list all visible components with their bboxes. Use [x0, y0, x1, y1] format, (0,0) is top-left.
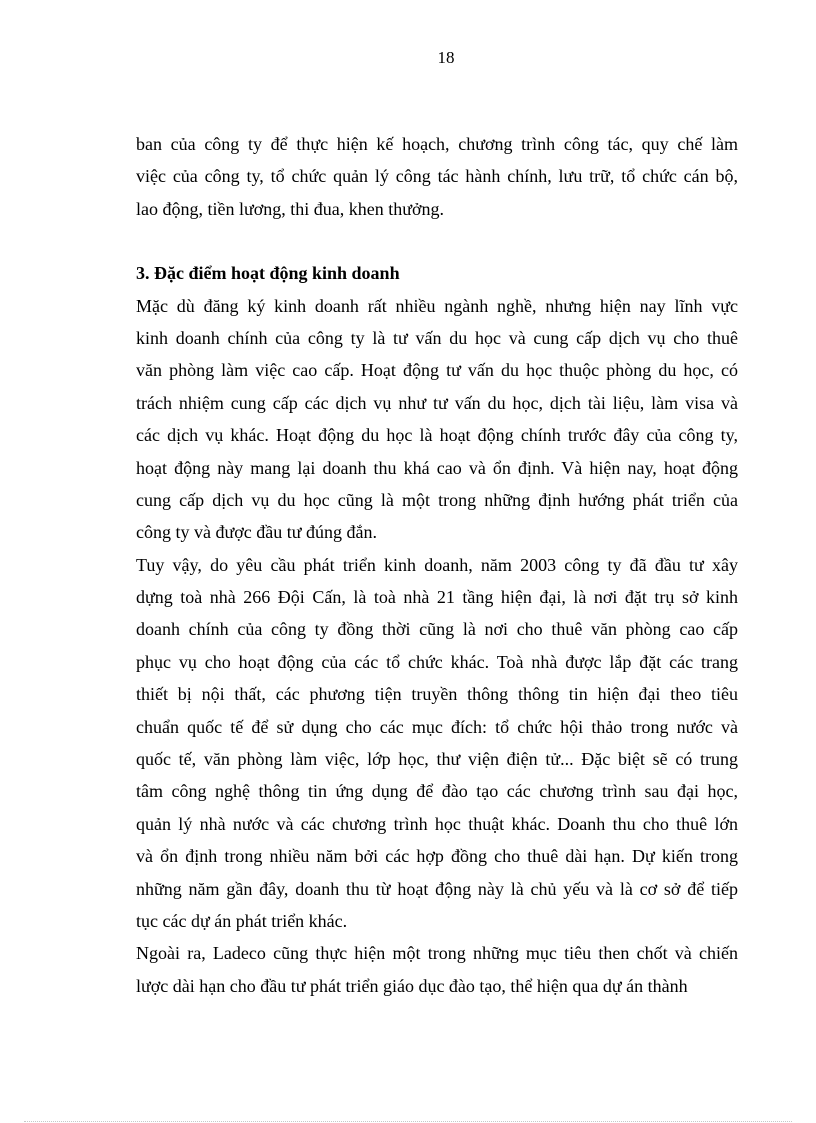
text-line: quốc tế, văn phòng làm việc, lớp học, thư viện điện tử... Đặc biệt sẽ có trung	[136, 749, 738, 770]
text-line: cung cấp dịch vụ du học cũng là một trong những định hướng phát triển của	[136, 489, 738, 510]
paragraph-gap	[136, 225, 738, 257]
text-line: tâm công nghệ thông tin ứng dụng để đào tạo các chương trình sau đại học,	[136, 781, 738, 802]
document-body	[136, 128, 738, 1002]
text-line: tục các dự án phát triển khác.	[136, 910, 348, 931]
text-line: lao động, tiền lương, thi đua, khen thưởng.	[136, 198, 445, 219]
text-line: trách nhiệm cung cấp các dịch vụ như tư vấn du học, dịch tài liệu, làm visa và	[136, 392, 738, 413]
text-line: văn phòng làm việc cao cấp. Hoạt động tư vấn du học thuộc phòng du học, có	[136, 360, 738, 381]
section-heading: 3. Đặc điểm hoạt động kinh doanh	[136, 263, 400, 284]
text-line: việc của công ty, tổ chức quản lý công tác hành chính, lưu trữ, tổ chức cán bộ,	[136, 166, 738, 187]
text-line: lược dài hạn cho đầu tư phát triển giáo dục đào tạo, thể hiện qua dự án thành	[136, 975, 688, 996]
text-line: ban của công ty để thực hiện kế hoạch, chương trình công tác, quy chế làm	[136, 134, 738, 154]
text-line: Mặc dù đăng ký kinh doanh rất nhiều ngành nghề, nhưng hiện nay lĩnh vực	[136, 295, 738, 316]
text-line: Tuy vậy, do yêu cầu phát triển kinh doanh, năm 2003 công ty đã đầu tư xây	[136, 554, 738, 575]
text-line: kinh doanh chính của công ty là tư vấn du học và cung cấp dịch vụ cho thuê	[136, 327, 738, 348]
text-line: Ngoài ra, Ladeco cũng thực hiện một trong những mục tiêu then chốt và chiến	[136, 943, 738, 964]
text-line: thiết bị nội thất, các phương tiện truyền thông thông tin hiện đại theo tiêu	[136, 684, 738, 705]
text-line: doanh chính của công ty đồng thời cũng là nơi cho thuê văn phòng cao cấp	[136, 619, 738, 640]
text-line: chuẩn quốc tế để sử dụng cho các mục đích: tổ chức hội thảo trong nước và	[136, 716, 738, 737]
paragraph-ladeco-strategy	[136, 937, 738, 1002]
page-number: 18	[437, 48, 455, 67]
page-bottom-border	[24, 1121, 792, 1122]
text-line: dựng toà nhà 266 Đội Cấn, là toà nhà 21 tầng hiện đại, là nơi đặt trụ sở kinh	[136, 587, 738, 608]
text-line: những năm gần đây, doanh thu từ hoạt động này là chủ yếu và là cơ sở để tiếp	[136, 878, 738, 899]
text-line: hoạt động này mang lại doanh thu khá cao và ổn định. Và hiện nay, hoạt động	[136, 457, 738, 478]
text-line: và ổn định trong nhiều năm bởi các hợp đồng cho thuê dài hạn. Dự kiến trong	[136, 846, 738, 867]
paragraph-building-investment	[136, 549, 738, 938]
intro-paragraph	[136, 128, 738, 225]
paragraph-business-activities	[136, 290, 738, 549]
text-line: các dịch vụ khác. Hoạt động du học là hoạt động chính trước đây của công ty,	[136, 425, 738, 446]
text-line: phục vụ cho hoạt động của các tổ chức khác. Toà nhà được lắp đặt các trang	[136, 651, 738, 672]
text-line: công ty và được đầu tư đúng đắn.	[136, 522, 377, 543]
text-line: quản lý nhà nước và các chương trình học thuật khác. Doanh thu cho thuê lớn	[136, 813, 738, 834]
